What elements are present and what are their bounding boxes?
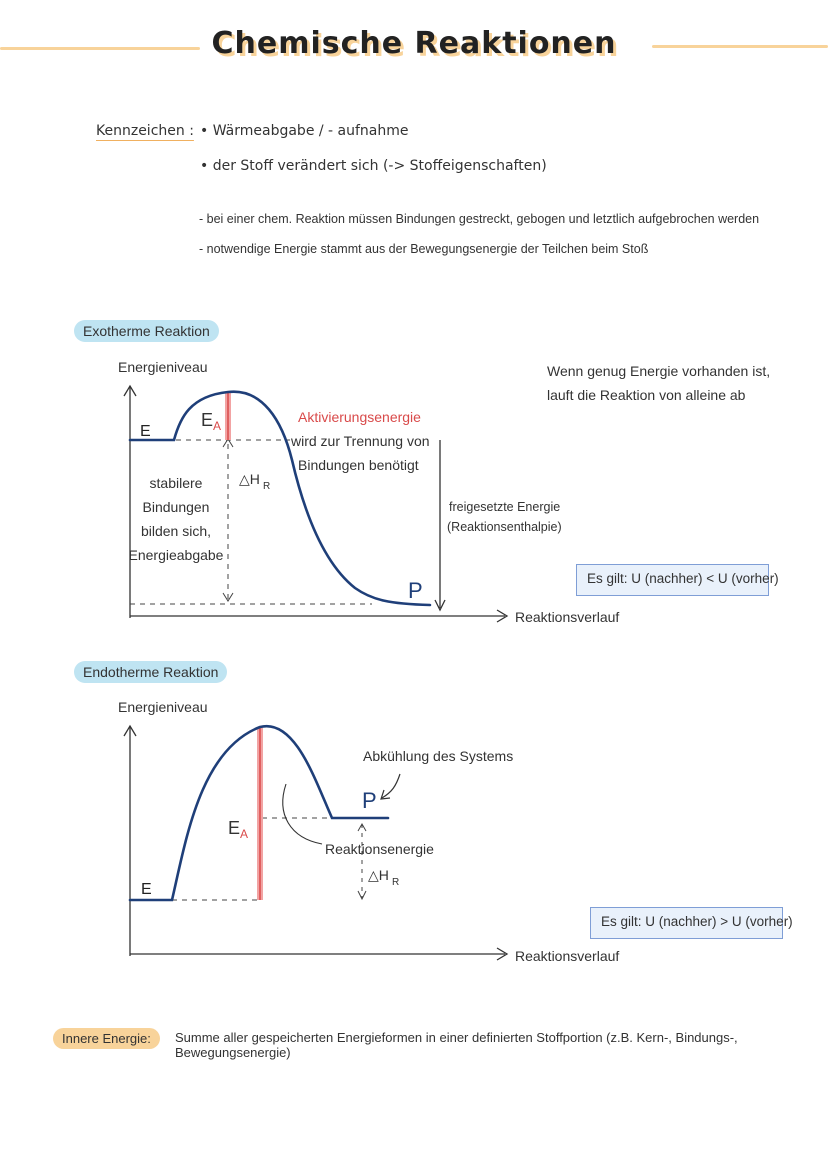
exo-ea-sub: A bbox=[213, 419, 222, 433]
endo-reaction-energy-label: Reaktionsenergie bbox=[325, 841, 434, 857]
endo-dh-sub: R bbox=[392, 877, 400, 888]
endo-start-label: E bbox=[141, 881, 152, 898]
exo-x-label: Reaktionsverlauf bbox=[515, 609, 620, 625]
definition-term: Innere Energie: bbox=[53, 1028, 160, 1049]
endo-dh-label: △H bbox=[368, 867, 389, 883]
exo-released-1: freigesetzte Energie bbox=[449, 500, 561, 514]
exo-dh-label: △H bbox=[239, 471, 260, 487]
merkmal-item-1: • Wärmeabgabe / - aufnahme bbox=[200, 123, 409, 139]
merkmal-item-2: • der Stoff verändert sich (-> Stoffeigenschaften) bbox=[200, 158, 547, 174]
exo-side-note-2: lauft die Reaktion von alleine ab bbox=[547, 387, 746, 403]
exo-activation-text-1: wird zur Trennung von bbox=[291, 433, 430, 449]
endotherm-heading: Endotherme Reaktion bbox=[74, 661, 227, 683]
exo-left-text-4: Energieabgabe bbox=[128, 547, 224, 563]
exo-left-text-2: Bindungen bbox=[142, 499, 210, 515]
exo-side-note-1: Wenn genug Energie vorhanden ist, bbox=[547, 363, 771, 379]
endo-bracket bbox=[283, 784, 322, 844]
endo-cooling-arrow bbox=[382, 774, 400, 798]
endo-rule-box: Es gilt: U (nachher) > U (vorher) bbox=[590, 907, 783, 939]
exotherm-diagram bbox=[0, 350, 828, 640]
definition-text: Summe aller gespeicherten Energieformen in einer definierten Stoffportion (z.B. Kern-, Bindungs-, Bewegungsenergie) bbox=[175, 1030, 738, 1060]
exo-activation-text-2: Bindungen benötigt bbox=[298, 457, 419, 473]
exo-start-label: E bbox=[140, 423, 151, 440]
endo-product-label: P bbox=[362, 788, 377, 813]
note-1: - bei einer chem. Reaktion müssen Bindungen gestreckt, gebogen und letztlich aufgebrochen werden bbox=[199, 212, 760, 226]
exo-left-text-1: stabilere bbox=[149, 475, 203, 491]
endo-cooling-label: Abkühlung des Systems bbox=[363, 748, 514, 764]
endo-x-label: Reaktionsverlauf bbox=[515, 948, 620, 964]
exotherm-heading: Exotherme Reaktion bbox=[74, 320, 219, 342]
note-2: - notwendige Energie stammt aus der Bewegungsenergie der Teilchen beim Stoß bbox=[199, 242, 649, 256]
exo-dh-sub: R bbox=[263, 481, 271, 492]
endo-ea-label: E bbox=[228, 818, 241, 838]
exo-y-label: Energieniveau bbox=[118, 359, 208, 375]
exo-product-label: P bbox=[408, 578, 423, 603]
endo-ea-sub: A bbox=[240, 827, 249, 841]
exo-activation-title: Aktivierungsenergie bbox=[298, 409, 421, 425]
exo-left-text-3: bilden sich, bbox=[140, 523, 212, 539]
exo-ea-label: E bbox=[201, 410, 214, 430]
endotherm-diagram bbox=[0, 690, 828, 980]
endo-y-label: Energieniveau bbox=[118, 699, 208, 715]
page-title: Chemische Reaktionen bbox=[211, 26, 617, 61]
exo-rule-box: Es gilt: U (nachher) < U (vorher) bbox=[576, 564, 769, 596]
exo-released-2: (Reaktionsenthalpie) bbox=[447, 520, 562, 534]
merkmale-label: Kennzeichen : bbox=[96, 123, 194, 139]
